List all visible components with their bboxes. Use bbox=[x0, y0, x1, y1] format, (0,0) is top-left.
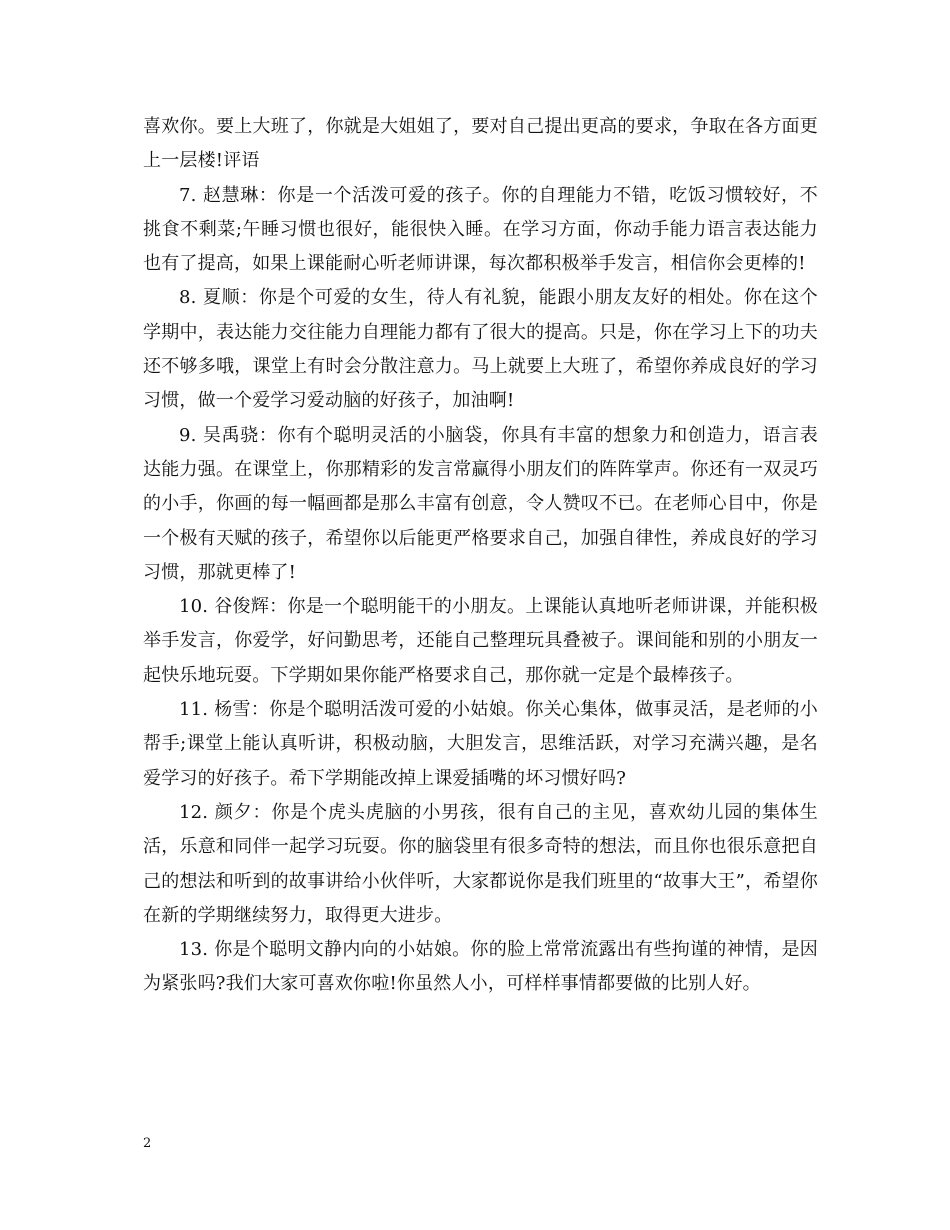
paragraph-comment-9: 9. 吴禹骁：你有个聪明灵活的小脑袋，你具有丰富的想象力和创造力，语言表达能力强。在课堂上，你那精彩的发言常赢得小朋友们的阵阵掌声。你还有一双灵巧的小手，你画的每一幅画都是那么丰富有创意，令人赞叹不已。在老师心目中，你是一个极有天赋的孩子，希望你以后能更严格要求自己，加强自律性，养成良好的学习习惯，那就更棒了! bbox=[143, 424, 818, 583]
paragraph-continuation: 喜欢你。要上大班了，你就是大姐姐了，要对自己提出更高的要求，争取在各方面更上一层楼!评语 bbox=[143, 116, 818, 172]
paragraph-comment-12: 12. 颜夕：你是个虎头虎脑的小男孩，很有自己的主见，喜欢幼儿园的集体生活，乐意和同伴一起学习玩耍。你的脑袋里有很多奇特的想法，而且你也很乐意把自己的想法和听到的故事讲给小伙伴听，大家都说你是我们班里的“故事大王”，希望你在新的学期继续努力，取得更大进步。 bbox=[143, 801, 818, 926]
page-number: 2 bbox=[143, 1136, 152, 1151]
paragraph-comment-13: 13. 你是个聪明文静内向的小姑娘。你的脸上常常流露出有些拘谨的神情，是因为紧张吗?我们大家可喜欢你啦!你虽然人小，可样样事情都要做的比别人好。 bbox=[143, 939, 818, 995]
document-body bbox=[143, 110, 818, 1002]
paragraph-comment-7: 7. 赵慧琳：你是一个活泼可爱的孩子。你的自理能力不错，吃饭习惯较好，不挑食不剩菜;午睡习惯也很好，能很快入睡。在学习方面，你动手能力语言表达能力也有了提高，如果上课能耐心听老师讲课，每次都积极举手发言，相信你会更棒的! bbox=[143, 184, 818, 275]
paragraph-comment-10: 10. 谷俊辉：你是一个聪明能干的小朋友。上课能认真地听老师讲课，并能积极举手发言，你爱学，好问勤思考，还能自己整理玩具叠被子。课间能和别的小朋友一起快乐地玩耍。下学期如果你能严格要求自己，那你就一定是个最棒孩子。 bbox=[143, 596, 818, 686]
paragraph-comment-8: 8. 夏顺：你是个可爱的女生，待人有礼貌，能跟小朋友友好的相处。你在这个学期中，表达能力交往能力自理能力都有了很大的提高。只是，你在学习上下的功夫还不够多哦，课堂上有时会分散注意力。马上就要上大班了，希望你养成良好的学习习惯，做一个爱学习爱动脑的好孩子，加油啊! bbox=[143, 287, 818, 412]
paragraph-comment-11: 11. 杨雪：你是个聪明活泼可爱的小姑娘。你关心集体，做事灵活，是老师的小帮手;课堂上能认真听讲，积极动脑，大胆发言，思维活跃，对学习充满兴趣，是名爱学习的好孩子。希下学期能改掉上课爱插嘴的坏习惯好吗? bbox=[143, 699, 818, 789]
